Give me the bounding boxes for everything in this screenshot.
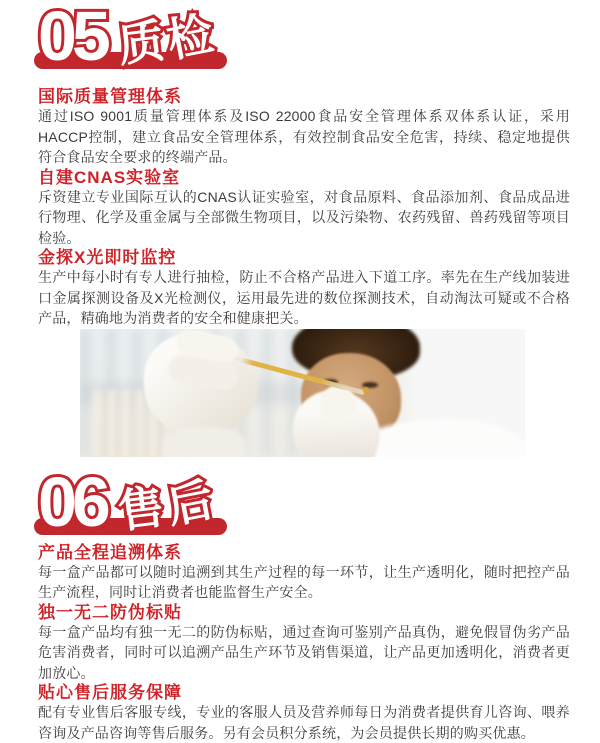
photo-pipette-drop [363, 387, 369, 394]
section-title: 国际质量管理体系 [38, 87, 182, 106]
banner-char-hou: 后 后 [163, 476, 217, 530]
section-body: 斥资建立专业国际互认的CNAS认证实验室，对食品原料、食品添加剂、食品成品进行物理、化学及重金属与全部微生物项目，以及污染物、农药残留、兽药残留等项目检验。 [38, 188, 570, 246]
banner-number-06: 06 06 [38, 473, 106, 531]
section-body: 每一盒产品均有独一无二的防伪标贴，通过查询可鉴别产品真伪，避免假冒伪劣产品危害消费者，同时可以追溯产品生产环节及销售渠道，让产品更加透明化，消费者更加放心。 [38, 623, 570, 681]
banner-char-jian: 检 检 [163, 10, 217, 64]
section-title: 自建CNAS实验室 [38, 167, 181, 187]
section-cnas-lab [38, 168, 570, 249]
section-anticounterfeit-label [38, 603, 570, 684]
section-title: 独一无二防伪标贴 [38, 602, 182, 622]
section-body: 配有专业售后客服专线，专业的客服人员及营养师每日为消费者提供育儿咨询、喂养咨询及产品咨询等售后服务。另有会员积分系统，为会员提供长期的购买优惠。 [38, 704, 570, 741]
section-body: 通过ISO 9001质量管理体系及ISO 22000食品安全管理体系双体系认证，采用HACCP控制，建立食品安全管理体系，有效控制食品安全危害，持续、稳定地提供符合食品安全要求的终端产品。 [38, 108, 570, 165]
section-header-06-aftersale [34, 462, 264, 541]
section-body: 每一盒产品都可以随时追溯到其生产过程的每一环节，让生产透明化，随时把控产品生产流程，同时让消费者也能监督生产安全。 [38, 563, 570, 600]
section-traceability [38, 543, 570, 603]
lab-technician-photo [80, 329, 525, 457]
section-body: 生产中每小时有专人进行抽检，防止不合格产品进入下道工序。率先在生产线加装进口金属探测设备及X光检测仪，运用最先进的数位探测技术，自动淘汰可疑或不合格产品，精确地为消费者的安全和健康把关。 [38, 269, 570, 326]
section-quality-system [38, 87, 570, 168]
photo-arm [162, 427, 246, 457]
section-header-05-quality [34, 0, 264, 75]
banner-char-zhi: 质 质 [115, 17, 166, 68]
section-xray-monitoring [38, 248, 570, 329]
section-customer-service [38, 683, 570, 743]
banner-char-shou: 售 售 [115, 483, 166, 534]
section-title: 金探X光即时监控 [38, 248, 177, 267]
section-title: 贴心售后服务保障 [38, 683, 182, 702]
banner-number-05: 05 05 [38, 7, 106, 65]
section-title: 产品全程追溯体系 [38, 542, 182, 562]
